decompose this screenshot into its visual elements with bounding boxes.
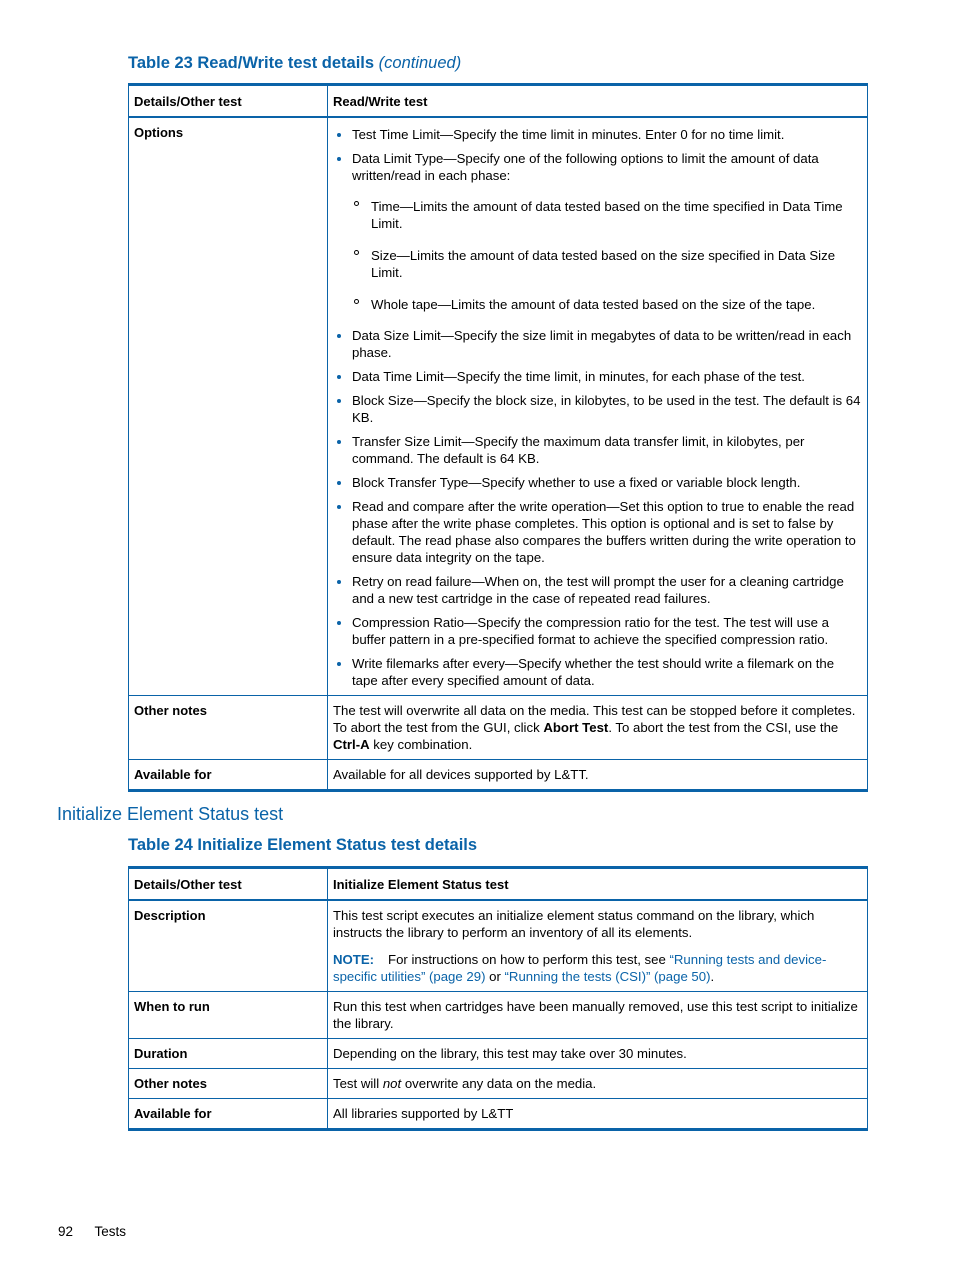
list-item: Data Size Limit—Specify the size limit in megabytes of data to be written/read in each phase. bbox=[333, 327, 862, 361]
other-notes-text: The test will overwrite all data on the media. This test can be stopped before it completes. To abort the test from the GUI, click bbox=[333, 703, 856, 735]
table-23-caption bbox=[128, 55, 461, 72]
table-row bbox=[129, 696, 868, 760]
sub-list-item: Whole tape—Limits the amount of data tested based on the size of the tape. bbox=[352, 296, 862, 313]
table-23-caption-continued: (continued) bbox=[378, 54, 462, 72]
note-label: NOTE: bbox=[333, 952, 375, 967]
table-row bbox=[129, 117, 868, 696]
other-notes-emphasis: not bbox=[382, 1076, 402, 1091]
abort-test-term: Abort Test bbox=[543, 720, 609, 735]
table-row bbox=[129, 900, 868, 992]
table-24 bbox=[128, 866, 868, 1131]
footer-section: Tests bbox=[94, 1224, 127, 1239]
list-item: Test Time Limit—Specify the time limit in minutes. Enter 0 for no time limit. bbox=[333, 126, 862, 143]
list-item: Compression Ratio—Specify the compression ratio for the test. The test will use a buffer pattern in a pre-specified format to achieve the specified compression ratio. bbox=[333, 614, 862, 648]
list-item: Write filemarks after every—Specify whether the test should write a filemark on the tape after every specified amount of data. bbox=[333, 655, 862, 689]
list-item bbox=[333, 150, 862, 313]
section-heading: Initialize Element Status test bbox=[57, 804, 284, 824]
options-list bbox=[333, 126, 862, 689]
running-tests-csi-link[interactable]: “Running the tests (CSI)” (page 50) bbox=[504, 969, 711, 984]
list-item-text: Data Limit Type—Specify one of the following options to limit the amount of data written/read in each phase: bbox=[352, 151, 819, 183]
table-24-caption: Table 24 Initialize Element Status test details bbox=[128, 836, 478, 854]
other-notes-cell bbox=[328, 1069, 868, 1099]
note-text: For instructions on how to perform this test, see bbox=[388, 952, 670, 967]
row-label-other-notes: Other notes bbox=[129, 696, 328, 760]
list-item: Retry on read failure—When on, the test will prompt the user for a cleaning cartridge and a new test cartridge in the case of repeated read failures. bbox=[333, 573, 862, 607]
row-label-when-to-run: When to run bbox=[129, 992, 328, 1039]
row-label-options: Options bbox=[129, 117, 328, 696]
list-item: Transfer Size Limit—Specify the maximum data transfer limit, in kilobytes, per command. The default is 64 KB. bbox=[333, 433, 862, 467]
row-label-duration: Duration bbox=[129, 1039, 328, 1069]
table-header-cell: Details/Other test bbox=[129, 85, 328, 118]
ctrl-a-term: Ctrl-A bbox=[333, 737, 370, 752]
other-notes-text: Test will bbox=[333, 1076, 383, 1091]
options-cell bbox=[328, 117, 868, 696]
table-row bbox=[129, 1099, 868, 1130]
description-cell bbox=[328, 900, 868, 992]
other-notes-text: key combination. bbox=[369, 737, 473, 752]
table-row bbox=[129, 1039, 868, 1069]
list-item: Block Transfer Type—Specify whether to use a fixed or variable block length. bbox=[333, 474, 862, 491]
description-text: This test script executes an initialize element status command on the library, which instructs the library to perform an inventory of all its elements. bbox=[333, 908, 815, 940]
page-number: 92 bbox=[58, 1224, 74, 1239]
table-row bbox=[129, 1069, 868, 1099]
table-row bbox=[129, 868, 868, 901]
list-item: Data Time Limit—Specify the time limit, in minutes, for each phase of the test. bbox=[333, 368, 862, 385]
row-label-available-for: Available for bbox=[129, 1099, 328, 1130]
other-notes-cell bbox=[328, 696, 868, 760]
row-label-available-for: Available for bbox=[129, 760, 328, 791]
table-23 bbox=[128, 83, 868, 792]
list-item: Block Size—Specify the block size, in kilobytes, to be used in the test. The default is 64 KB. bbox=[333, 392, 862, 426]
page-footer bbox=[58, 1223, 126, 1240]
available-for-cell: Available for all devices supported by L&TT. bbox=[328, 760, 868, 791]
table-row bbox=[129, 760, 868, 791]
sub-list-item: Size—Limits the amount of data tested based on the size specified in Data Size Limit. bbox=[352, 247, 862, 281]
table-header-cell: Initialize Element Status test bbox=[328, 868, 868, 901]
row-label-other-notes: Other notes bbox=[129, 1069, 328, 1099]
other-notes-text: overwrite any data on the media. bbox=[401, 1076, 597, 1091]
duration-cell: Depending on the library, this test may take over 30 minutes. bbox=[328, 1039, 868, 1069]
running-tests-link[interactable]: “Running tests and device-specific utilities” (page 29) bbox=[333, 952, 827, 984]
note-end: . bbox=[710, 969, 715, 984]
table-header-cell: Details/Other test bbox=[129, 868, 328, 901]
sub-list bbox=[352, 198, 862, 313]
sub-list-item: Time—Limits the amount of data tested based on the time specified in Data Time Limit. bbox=[352, 198, 862, 232]
table-row bbox=[129, 992, 868, 1039]
available-for-cell: All libraries supported by L&TT bbox=[328, 1099, 868, 1130]
table-row bbox=[129, 85, 868, 118]
when-to-run-cell: Run this test when cartridges have been manually removed, use this test script to initialize the library. bbox=[328, 992, 868, 1039]
other-notes-text: . To abort the test from the CSI, use the bbox=[608, 720, 839, 735]
row-label-description: Description bbox=[129, 900, 328, 992]
list-item: Read and compare after the write operation—Set this option to true to enable the read phase after the write phase completes. This option is optional and is set to false by default. The read phase also compares the buffers written during the write operation to ensure data integrity on the tape. bbox=[333, 498, 862, 566]
note-or: or bbox=[485, 969, 505, 984]
note bbox=[333, 951, 862, 985]
table-header-cell: Read/Write test bbox=[328, 85, 868, 118]
table-23-caption-text: Table 23 Read/Write test details bbox=[128, 54, 375, 72]
